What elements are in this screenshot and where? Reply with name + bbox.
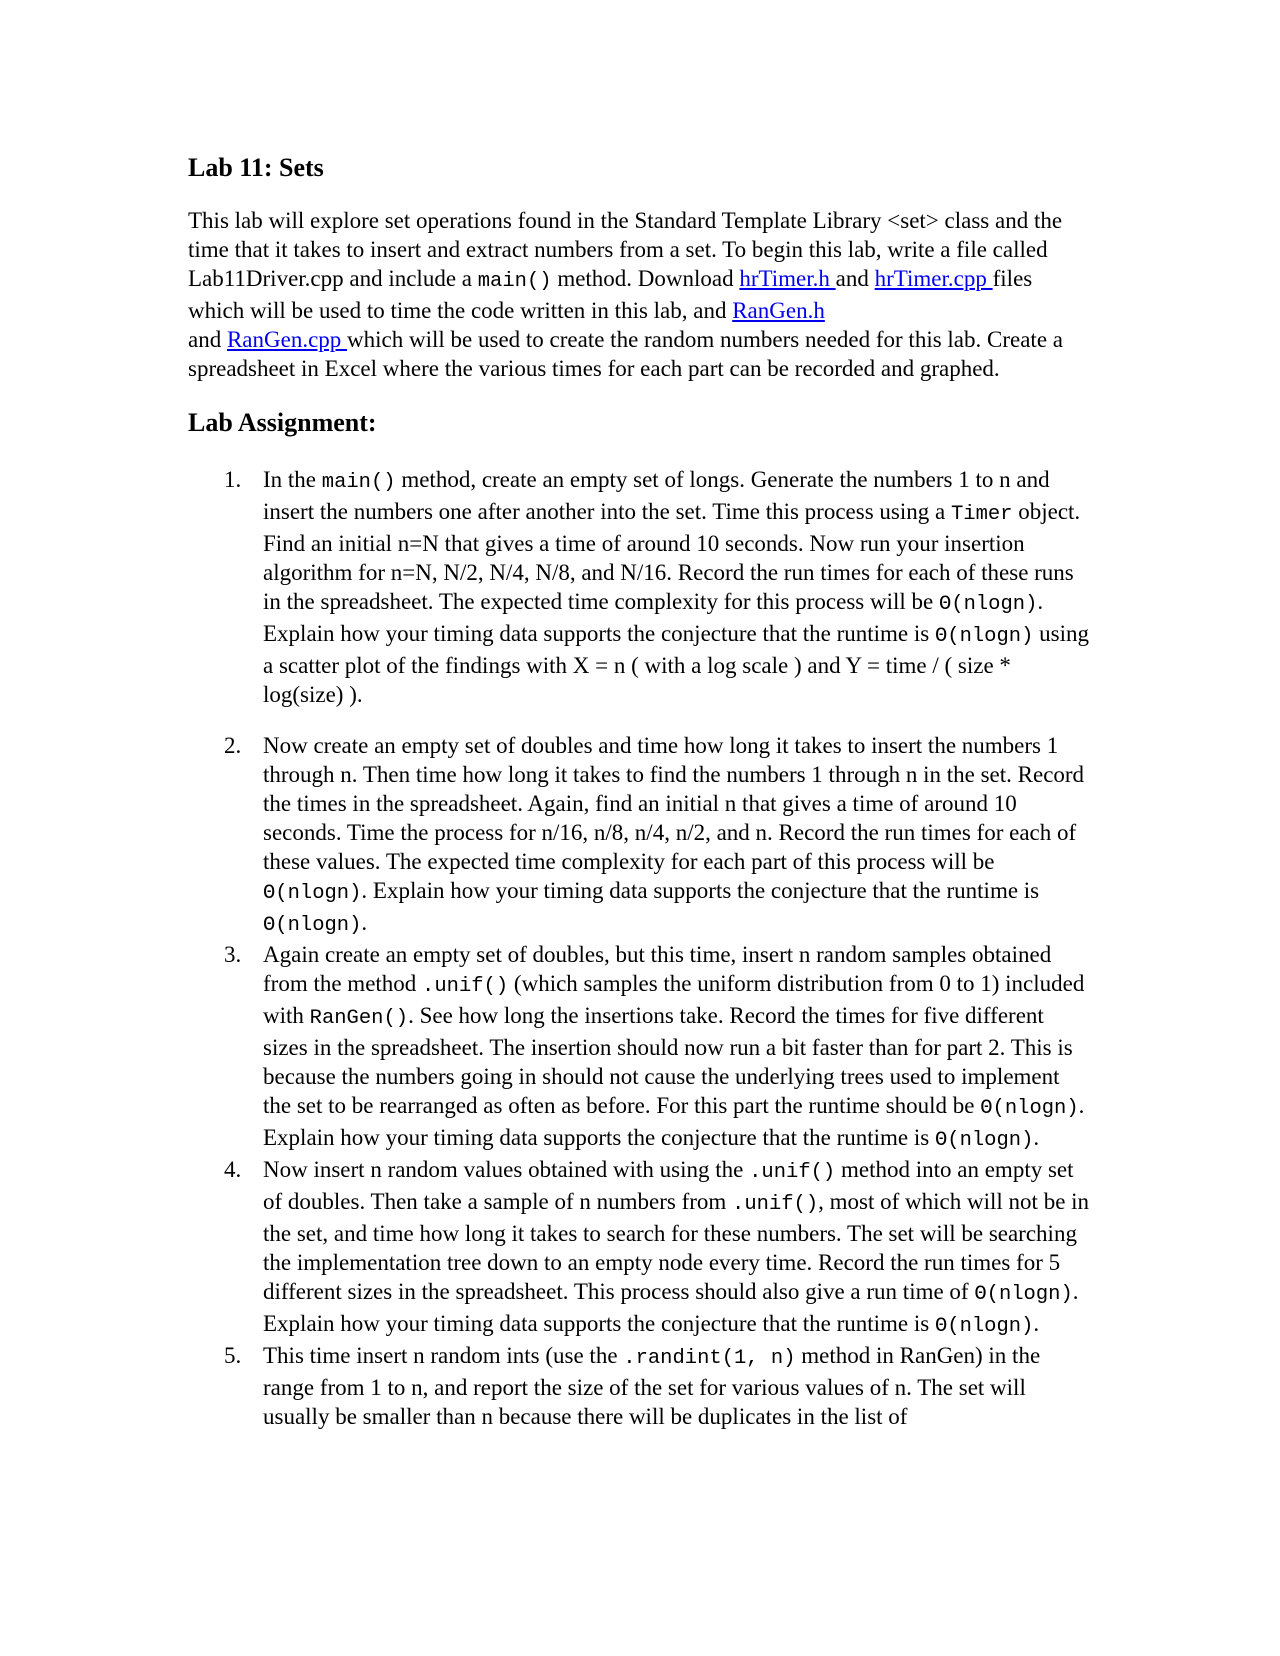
item-code: RanGen()	[309, 1007, 409, 1030]
list-item	[188, 731, 1093, 940]
list-item	[188, 940, 1093, 1155]
item-text: . Explain how your timing data supports the conjecture that the runtime is	[263, 1093, 1085, 1150]
rangen-h-link[interactable]: RanGen.h	[732, 298, 825, 323]
item-number: 3.	[224, 942, 242, 967]
item-text: method into an empty set of doubles. Then take a sample of n numbers from	[263, 1157, 1074, 1214]
intro-text: and	[835, 266, 875, 291]
item-code: Θ(nlogn)	[263, 882, 362, 905]
item-code: .unif()	[749, 1161, 836, 1184]
page-title: Lab 11: Sets	[188, 153, 324, 182]
item-code: Θ(nlogn)	[934, 1129, 1034, 1152]
list-item	[188, 1341, 1093, 1431]
intro-text: and	[188, 327, 227, 352]
item-number: 1.	[224, 467, 242, 492]
item-text: .	[1033, 1125, 1040, 1150]
item-code: .unif()	[732, 1193, 819, 1216]
item-text: .	[1033, 1311, 1040, 1336]
intro-text: files which will be used to time the code written in this lab, and	[188, 266, 1033, 323]
item-code: Θ(nlogn)	[934, 1315, 1034, 1338]
item-text: . See how long the insertions take. Record the times for five different sizes in the spreadsheet. The insertion should now run a bit faster than for part 2. This is because the numbers going in should not cause the underlying trees used to implement the set to be rearranged as often as before. For this part the runtime should be	[263, 1003, 1073, 1118]
intro-text: which will be used to create the random numbers needed for this lab. Create a spreadsheet in Excel where the various times for each part can be recorded and graphed.	[188, 327, 1063, 381]
item-text: In the	[263, 467, 322, 492]
item-text: Again create an empty set of doubles, but this time, insert n random samples obtained from the method	[263, 942, 1052, 996]
lab-assignment-heading: Lab Assignment:	[188, 408, 377, 437]
item-code: Timer	[950, 503, 1013, 526]
item-text: , most of which will not be in the set, and time how long it takes to search for these numbers. The set will be searching the implementation tree down to an empty node every time. Record the run times for 5 different sizes in the spreadsheet. This process should also give a run time of	[263, 1189, 1090, 1304]
item-code: Θ(nlogn)	[934, 625, 1034, 648]
item-code: Θ(nlogn)	[980, 1097, 1079, 1120]
item-text: Now create an empty set of doubles and time how long it takes to insert the numbers 1 through n. Then time how long it takes to find the numbers 1 through n in the set. Record the times in the spreadsheet. Again, find an initial n that gives a time of around 10 seconds. Time the process for n/16, n/8, n/4, n/2, and n. Record the run times for each of these values. The expected time complexity for each part of this process will be	[263, 733, 1085, 874]
assignment-list	[188, 465, 1093, 1431]
item-code: .randint(1, n)	[623, 1347, 796, 1370]
item-text: . Explain how your timing data supports the conjecture that the runtime is	[263, 589, 1044, 646]
item-text: . Explain how your timing data supports the conjecture that the runtime is	[361, 878, 1040, 903]
item-number: 2.	[224, 733, 242, 758]
item-code: Θ(nlogn)	[938, 593, 1038, 616]
item-text: object. Find an initial n=N that gives a time of around 10 seconds. Now run your insertion algorithm for n=N, N/2, N/4, N/8, and N/16. Record the run times for each of these runs in the spreadsheet. The expected time complexity for this process will be	[263, 499, 1081, 614]
rangen-cpp-link[interactable]: RanGen.cpp	[226, 327, 348, 352]
item-code: main()	[321, 471, 396, 494]
hrtimer-h-link[interactable]: hrTimer.h	[739, 266, 836, 291]
item-text: (which samples the uniform distribution from 0 to 1) included with	[263, 971, 1085, 1028]
item-text: .	[361, 910, 368, 935]
intro-code-main: main()	[477, 270, 552, 293]
item-text: using a scatter plot of the findings with X = n ( with a log scale ) and Y = time / ( size * log(size) ).	[263, 621, 1089, 707]
list-item	[188, 1155, 1093, 1341]
intro-paragraph	[188, 206, 1093, 383]
item-text: . Explain how your timing data supports the conjecture that the runtime is	[263, 1279, 1079, 1336]
item-code: .unif()	[422, 975, 509, 998]
item-text: method in RanGen) in the range from 1 to n, and report the size of the set for various values of n. The set will usually be smaller than n because there will be duplicates in the list of	[263, 1343, 1041, 1429]
item-text: method, create an empty set of longs. Generate the numbers 1 to n and insert the numbers one after another into the set. Time this process using a	[263, 467, 1050, 524]
document-content	[188, 150, 1093, 1431]
hrtimer-cpp-link[interactable]: hrTimer.cpp	[874, 266, 993, 291]
intro-text: This lab will explore set operations found in the Standard Template Library <set> class and the time that it takes to insert and extract numbers from a set. To begin this lab, write a file called Lab11Driver.cpp and include a	[188, 208, 1063, 291]
item-number: 4.	[224, 1157, 242, 1182]
intro-text: method. Download	[551, 266, 740, 291]
item-number: 5.	[224, 1343, 242, 1368]
item-text: This time insert n random ints (use the	[263, 1343, 624, 1368]
list-item	[188, 465, 1093, 709]
item-code: Θ(nlogn)	[263, 914, 362, 937]
item-code: Θ(nlogn)	[974, 1283, 1073, 1306]
item-text: Now insert n random values obtained with using the	[263, 1157, 750, 1182]
